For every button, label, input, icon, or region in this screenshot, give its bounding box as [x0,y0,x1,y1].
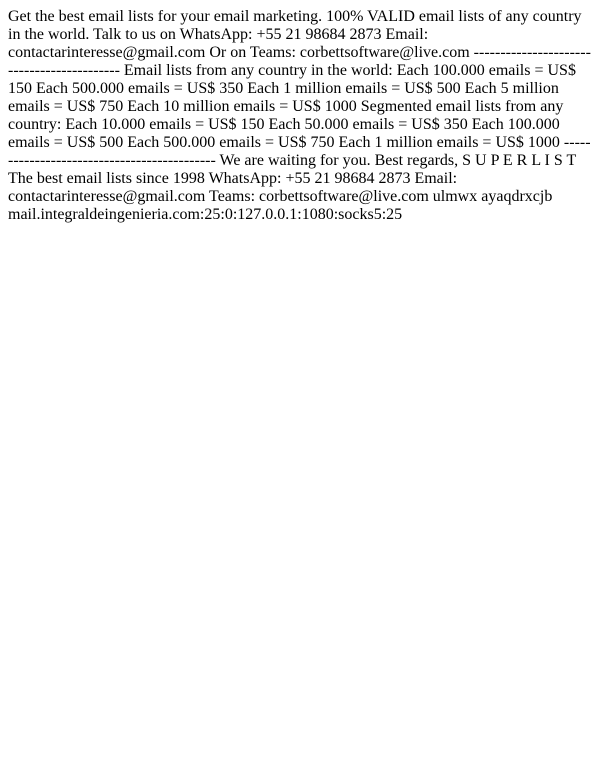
page-body [0,0,600,224]
message-text: Get the best email lists for your email marketing. 100% VALID email lists of any country in the world. Talk to us on WhatsApp: +55 21 98684 2873 Email: contactarinteresse@gmail.com Or on Teams: corbettsoftware@live.com ------------------------------------------- Email lists from any country in the world: Each 100.000 emails = US$ 150 Each 500.000 emails = US$ 350 Each 1 million emails = US$ 500 Each 5 million emails = US$ 750 Each 10 million emails = US$ 1000 Segmented email lists from any country: Each 10.000 emails = US$ 150 Each 50.000 emails = US$ 350 Each 100.000 emails = US$ 500 Each 500.000 emails = US$ 750 Each 1 million emails = US$ 1000 -------------------------------------------- We are waiting for you. Best regards, S U P E R L I S T The best email lists since 1998 WhatsApp: +55 21 98684 2873 Email: contactarinteresse@gmail.com Teams: corbettsoftware@live.com ulmwx ayaqdrxcjb mail.integraldeingenieria.com:25:0:127.0.0.1:1080:socks5:25 [8,8,591,223]
